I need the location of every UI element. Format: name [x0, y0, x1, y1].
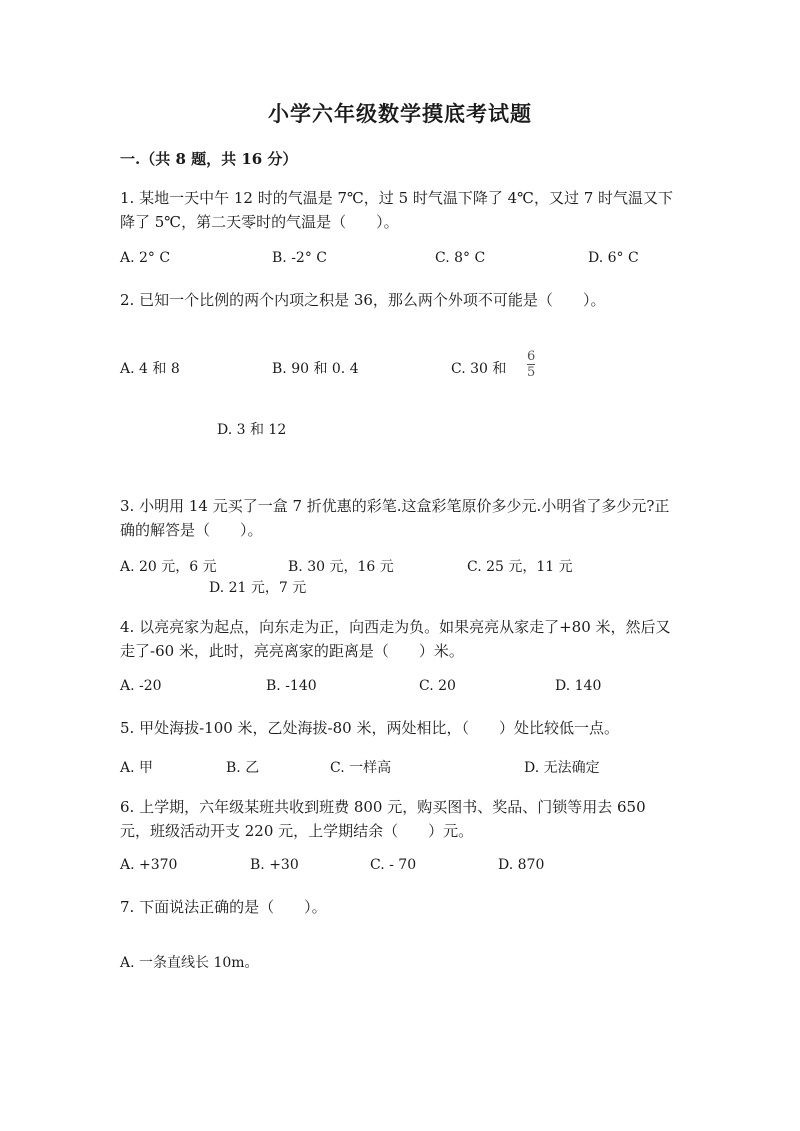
q3-option-b: B. 30 元，16 元 — [288, 559, 394, 575]
q3-option-d: D. 21 元，7 元 — [209, 580, 307, 596]
q5-option-a: A. 甲 — [120, 760, 154, 776]
question-1-stem: 1. 某地一天中午 12 时的气温是 7℃，过 5 时气温下降了 4℃，又过 7 时气温又下降了 5℃，第二天零时的气温是（ ）。 — [120, 189, 674, 231]
q1-option-c: C. 8° C — [435, 250, 486, 266]
q7-option-a: A. 一条直线长 10m。 — [120, 955, 259, 971]
fraction-denominator: 5 — [527, 365, 536, 380]
q2-option-c-fraction — [527, 350, 535, 379]
q1-option-d: D. 6° C — [588, 250, 639, 266]
q4-option-b: B. -140 — [266, 678, 317, 694]
q5-option-d: D. 无法确定 — [524, 760, 600, 776]
q6-option-a: A. +370 — [120, 857, 178, 873]
q6-option-b: B. +30 — [250, 857, 299, 873]
q2-option-a: A. 4 和 8 — [120, 361, 180, 377]
fraction-numerator: 6 — [527, 349, 536, 364]
q2-option-b: B. 90 和 0. 4 — [272, 361, 359, 377]
q4-option-d: D. 140 — [555, 678, 602, 694]
q2-option-d: D. 3 和 12 — [217, 422, 287, 438]
q4-option-a: A. -20 — [120, 678, 162, 694]
q1-option-b: B. -2° C — [272, 250, 327, 266]
q1-option-a: A. 2° C — [120, 250, 171, 266]
q5-option-b: B. 乙 — [226, 760, 260, 776]
page-title: 小学六年级数学摸底考试题 — [268, 101, 532, 126]
q4-option-c: C. 20 — [419, 678, 456, 694]
question-7-stem: 7. 下面说法正确的是（ ）。 — [120, 898, 327, 916]
question-5-stem: 5. 甲处海拔-100 米，乙处海拔-80 米，两处相比，（ ）处比较低一点。 — [120, 719, 619, 737]
q2-option-c: C. 30 和 — [451, 361, 507, 377]
q3-option-a: A. 20 元，6 元 — [120, 559, 217, 575]
question-2-stem: 2. 已知一个比例的两个内项之积是 36，那么两个外项不可能是（ ）。 — [120, 291, 606, 309]
section-heading: 一.（共 8 题，共 16 分） — [120, 150, 298, 168]
question-6-stem: 6. 上学期，六年级某班共收到班费 800 元，购买图书、奖品、门锁等用去 650 元，班级活动开支 220 元，上学期结余（ ）元。 — [120, 798, 646, 840]
question-3-stem: 3. 小明用 14 元买了一盒 7 折优惠的彩笔.这盒彩笔原价多少元.小明省了多少元?正确的解答是（ ）。 — [120, 497, 670, 539]
question-4-stem: 4. 以亮亮家为起点，向东走为正，向西走为负。如果亮亮从家走了+80 米，然后又走了-60 米，此时，亮亮离家的距离是（ ）米。 — [120, 618, 671, 660]
q6-option-c: C. - 70 — [370, 857, 417, 873]
q6-option-d: D. 870 — [498, 857, 545, 873]
q5-option-c: C. 一样高 — [330, 760, 392, 776]
q3-option-c: C. 25 元，11 元 — [467, 559, 573, 575]
